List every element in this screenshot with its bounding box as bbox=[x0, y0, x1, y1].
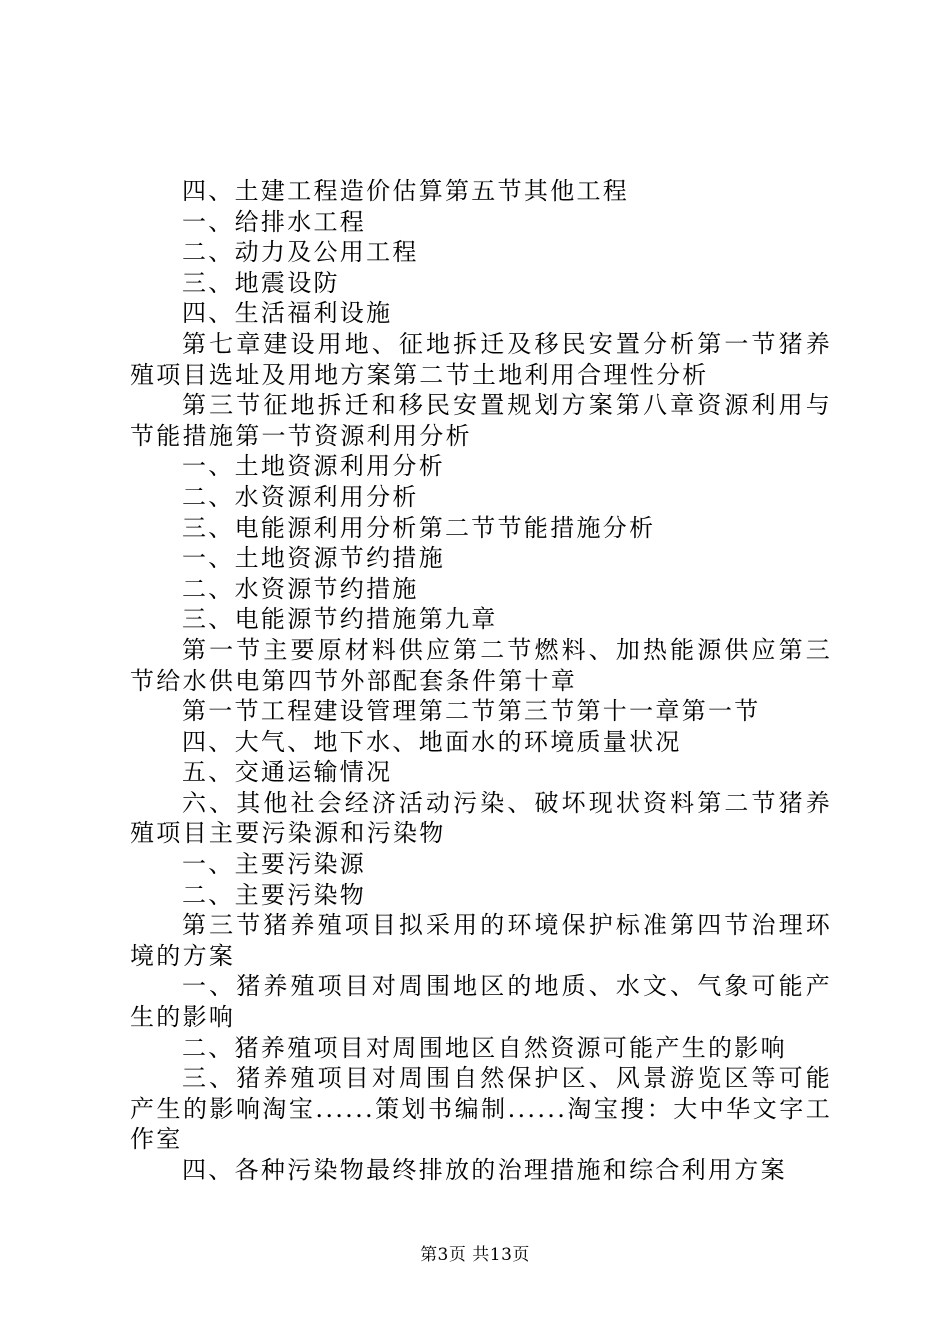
paragraph: 第三节征地拆迁和移民安置规划方案第八章资源利用与节能措施第一节资源利用分析 bbox=[130, 391, 832, 450]
paragraph: 一、给排水工程 bbox=[182, 207, 367, 236]
paragraph: 三、电能源节约措施第九章 bbox=[182, 605, 498, 634]
paragraph: 四、土建工程造价估算第五节其他工程 bbox=[182, 177, 630, 205]
paragraph: 一、主要污染源 bbox=[182, 850, 367, 879]
paragraph: 第一节主要原材料供应第二节燃料、加热能源供应第三节给水供电第四节外部配套条件第十章 bbox=[130, 635, 832, 695]
paragraph: 一、土地资源节约措施 bbox=[182, 544, 445, 573]
paragraph: 四、大气、地下水、地面水的环境质量状况 bbox=[182, 727, 682, 756]
paragraph: 第三节猪养殖项目拟采用的环境保护标准第四节治理环境的方案 bbox=[130, 911, 832, 970]
paragraph: 一、土地资源利用分析 bbox=[182, 452, 445, 481]
paragraph: 第七章建设用地、征地拆迁及移民安置分析第一节猪养殖项目选址及用地方案第二节土地利用合理性分析 bbox=[130, 329, 832, 389]
paragraph: 一、猪养殖项目对周围地区的地质、水文、气象可能产生的影响 bbox=[130, 972, 832, 1032]
paragraph: 二、主要污染物 bbox=[182, 880, 367, 909]
page-number-footer: 第3页 共13页 bbox=[420, 1245, 530, 1265]
paragraph: 二、水资源节约措施 bbox=[182, 574, 419, 603]
paragraph: 三、猪养殖项目对周围自然保护区、风景游览区等可能产生的影响淘宝......策划书编制......淘宝搜：大中华文字工作室 bbox=[130, 1064, 832, 1154]
paragraph: 二、动力及公用工程 bbox=[182, 238, 419, 267]
paragraph: 五、交通运输情况 bbox=[182, 758, 393, 787]
paragraph: 二、猪养殖项目对周围地区自然资源可能产生的影响 bbox=[182, 1033, 787, 1062]
paragraph: 四、各种污染物最终排放的治理措施和综合利用方案 bbox=[182, 1156, 787, 1184]
paragraph: 四、生活福利设施 bbox=[182, 299, 393, 328]
paragraph: 第一节工程建设管理第二节第三节第十一章第一节 bbox=[182, 697, 761, 726]
document-body bbox=[130, 176, 832, 1186]
paragraph: 三、电能源利用分析第二节节能措施分析 bbox=[182, 513, 656, 542]
paragraph: 二、水资源利用分析 bbox=[182, 482, 419, 511]
paragraph: 三、地震设防 bbox=[182, 268, 340, 297]
paragraph: 六、其他社会经济活动污染、破坏现状资料第二节猪养殖项目主要污染源和污染物 bbox=[130, 788, 832, 848]
